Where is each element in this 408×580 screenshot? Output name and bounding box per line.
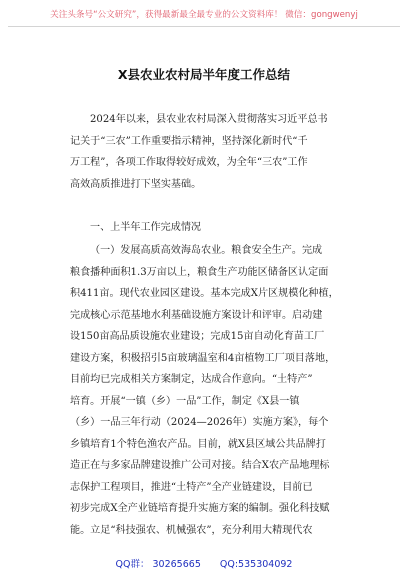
- section-paragraph: [70, 240, 340, 541]
- header-banner: 关注头条号“公文研究”，获得最新最全最专业的公文资料库！ 微信：gongwenyj: [50, 10, 358, 20]
- text-line: 造正在与多家品牌建设推广公司对接。结合X农产品地理标: [70, 460, 330, 471]
- text-line: （乡）一品三年行动（2024—2026年）实施方案》，每个: [70, 417, 329, 428]
- document-title: X县农业农村局半年度工作总结: [117, 67, 291, 82]
- section-heading-text: 一、上半年工作完成情况: [90, 222, 202, 233]
- text-line: 目前均已完成相关方案制定，达成合作意向。“土特产”: [70, 374, 313, 385]
- text-line: 培育。开展“一镇（乡）一品”工作，制定《X县一镇: [70, 395, 300, 407]
- text-line: 乡镇培育1个特色渔农产品。目前，就X县区域公共品牌打: [70, 438, 326, 450]
- text-line: 志保护工程项目，推进“土特产”全产业链建设，目前已: [70, 481, 313, 493]
- text-line: （一）发展高质高效海岛农业。粮食安全生产。完成: [90, 245, 323, 256]
- footer-contact: [0, 557, 408, 573]
- section-heading: [70, 217, 340, 239]
- text-line: 高效高质推进打下坚实基础。: [70, 178, 202, 190]
- text-line: 2024年以来，县农业农村局深入贯彻落实习近平总书: [90, 114, 328, 125]
- text-line: 初步完成X全产业链培育提升实施方案的编制。强化科技赋: [70, 503, 330, 514]
- text-line: 万工程”，各项工作取得较好成效，为全年“三农”工作: [70, 157, 308, 168]
- qq-number: QQ:535304092: [219, 559, 293, 570]
- text-line: 建设方案，积极招引5亩玻璃温室和4亩植物工厂项目落地，: [70, 352, 336, 364]
- text-line: 能。立足“科技强农、机械强农”，充分利用大精现代农: [70, 524, 313, 536]
- text-line: 积411亩。现代农业园区建设。基本完成X片区规模化种植，: [70, 288, 339, 299]
- text-line: 粮食播种面积1.3万亩以上，粮食生产功能区储备区认定面: [70, 266, 329, 278]
- intro-paragraph: [70, 109, 340, 195]
- qq-group-number: QQ群： 30265665: [115, 559, 201, 570]
- header-divider: [8, 26, 400, 27]
- text-line: 记关于“三农”工作重要指示精神，坚持深化新时代“千: [70, 135, 308, 147]
- text-line: 设150亩高品质设施农业建设；完成15亩自动化育苗工厂: [70, 331, 325, 342]
- text-line: 完成核心示范基地水利基础设施方案设计和评审。启动建: [70, 309, 323, 321]
